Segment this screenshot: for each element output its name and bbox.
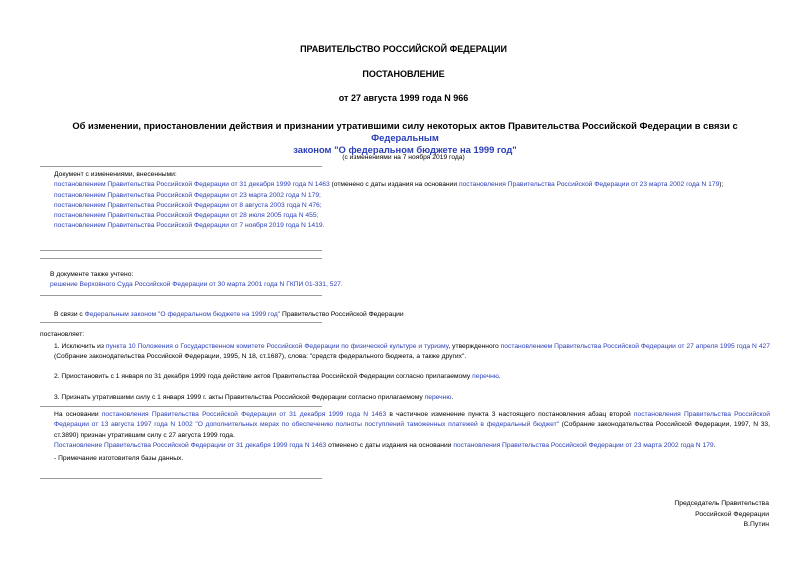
- changes-block: [40, 170, 770, 232]
- divider: [40, 322, 322, 323]
- preamble: В связи с Федеральным законом "О федеральном бюджете на 1999 год" Правительство Российской Федерации: [54, 311, 404, 318]
- note-link-1463-resolution[interactable]: Постановление Правительства Российской Федерации от 31 декабря 1999 года N 1463: [54, 441, 327, 449]
- divider: [40, 478, 322, 479]
- note-link-1002[interactable]: постановления Правительства Российской Федерации от 13 августа 1997 года N 1002 "О дополнительных мерах по обеспечению полноты поступлений таможенных платежей в федеральный бюджет": [54, 411, 770, 429]
- doc-type-heading: ПОСТАНОВЛЕНИЕ: [362, 69, 445, 79]
- supreme-court-link[interactable]: решение Верховного Суда Российской Федерации от 30 марта 2001 года N ГКПИ 01-331, 527.: [50, 281, 343, 289]
- document-title: [40, 120, 770, 156]
- change-item-3[interactable]: постановлением Правительства Российской Федерации от 8 августа 2003 года N 476;: [54, 201, 322, 209]
- paragraph-3: 3. Признать утратившими силу с 1 января 1999 г. акты Правительства Российской Федерации согласно прилагаемому перечню.: [54, 394, 454, 401]
- decrees-word: постановляет:: [40, 331, 85, 338]
- change-item-1: постановлением Правительства Российской Федерации от 31 декабря 1999 года N 1463 (отменено с даты издания на основании постановления Правительства Российской Федерации от 23 марта 2002 года N 179);: [54, 181, 724, 189]
- note-link-179[interactable]: постановления Правительства Российской Федерации от 23 марта 2002 года N 179: [453, 441, 714, 449]
- also-intro: В документе также учтено:: [50, 271, 134, 278]
- editor-note: На основании постановления Правительства Российской Федерации от 31 декабря 1999 года N 1463 в частичное изменение пункта 3 настоящего постановления абзац второй постановления Правительства Российской Федерации от 13 августа 1997 года N 1002 "О дополнительных мерах по обеспечению полноты поступлений таможенных платежей в федеральный бюджет" (Собрание законодательства Российской Федерации, 1997, N 33, ст.3890) признан утратившим силу с 27 августа 1999 года. Постановление Правительства Российской Федерации от 31 декабря 1999 года N 1463 отменено с даты издания на основании постановления Правительства Российской Федерации от 23 марта 2002 года N 179. - Примечание изготовителя базы данных.: [40, 410, 770, 464]
- divider: [40, 166, 322, 167]
- change-item-5[interactable]: постановлением Правительства Российской Федерации от 7 ноября 2019 года N 1419.: [54, 222, 325, 230]
- date-heading: от 27 августа 1999 года N 966: [338, 93, 469, 103]
- p3-list-link[interactable]: перечню: [424, 394, 452, 401]
- revision-note: (с изменениями на 7 ноября 2019 года): [342, 154, 465, 161]
- p2-list-link[interactable]: перечню: [472, 373, 499, 380]
- title-text: Об изменении, приостановлении действия и признании утратившими силу некоторых актов Правительства Российской Федерации в связи с: [72, 120, 738, 131]
- change-item-4[interactable]: постановлением Правительства Российской Федерации от 28 июля 2005 года N 455;: [54, 212, 319, 220]
- change-link-1463[interactable]: постановлением Правительства Российской Федерации от 31 декабря 1999 года N 1463: [54, 181, 330, 189]
- also-block: [40, 270, 770, 291]
- changes-intro: Документ с изменениями, внесенными:: [54, 171, 177, 178]
- signature-name: В.Путин: [743, 521, 769, 528]
- title-link-law[interactable]: законом "О федеральном бюджете на 1999 год": [293, 144, 517, 155]
- p1-link-427[interactable]: постановлением Правительства Российской Федерации от 27 апреля 1995 года N 427: [500, 343, 770, 350]
- note-link-1463[interactable]: постановления Правительства Российской Федерации от 31 декабря 1999 года N 1463: [101, 411, 387, 418]
- org-heading: ПРАВИТЕЛЬСТВО РОССИЙСКОЙ ФЕДЕРАЦИИ: [300, 44, 507, 54]
- signature-title: Председатель Правительства: [674, 500, 769, 507]
- title-link-federal[interactable]: Федеральным: [371, 132, 439, 143]
- divider: [40, 250, 322, 251]
- change-link-179[interactable]: постановления Правительства Российской Федерации от 23 марта 2002 года N 179: [458, 181, 720, 189]
- divider: [40, 258, 322, 259]
- paragraph-1: 1. Исключить из пункта 10 Положения о Государственном комитете Российской Федерации по физической культуре и туризму, утвержденного постановлением Правительства Российской Федерации от 27 апреля 1995 года N 427 (Собрание законодательства Российской Федерации, 1995, N 18, ст.1687), слова: "средств федерального бюджета, а также других".: [54, 343, 770, 361]
- db-remark: - Примечание изготовителя базы данных.: [54, 455, 184, 463]
- p1-link-regulation[interactable]: пункта 10 Положения о Государственном комитете Российской Федерации по физической культуре и туризму: [105, 343, 449, 350]
- divider: [40, 406, 322, 407]
- divider: [40, 295, 322, 296]
- budget-law-link[interactable]: Федеральным законом "О федеральном бюджете на 1999 год": [84, 311, 281, 318]
- paragraph-2: 2. Приостановить с 1 января по 31 декабря 1999 года действие актов Правительства Российской Федерации согласно прилагаемому перечню.: [54, 373, 501, 380]
- signature-block: [674, 499, 769, 531]
- change-item-2[interactable]: постановлением Правительства Российской Федерации от 23 марта 2002 года N 179;: [54, 191, 321, 199]
- signature-country: Российской Федерации: [695, 510, 769, 518]
